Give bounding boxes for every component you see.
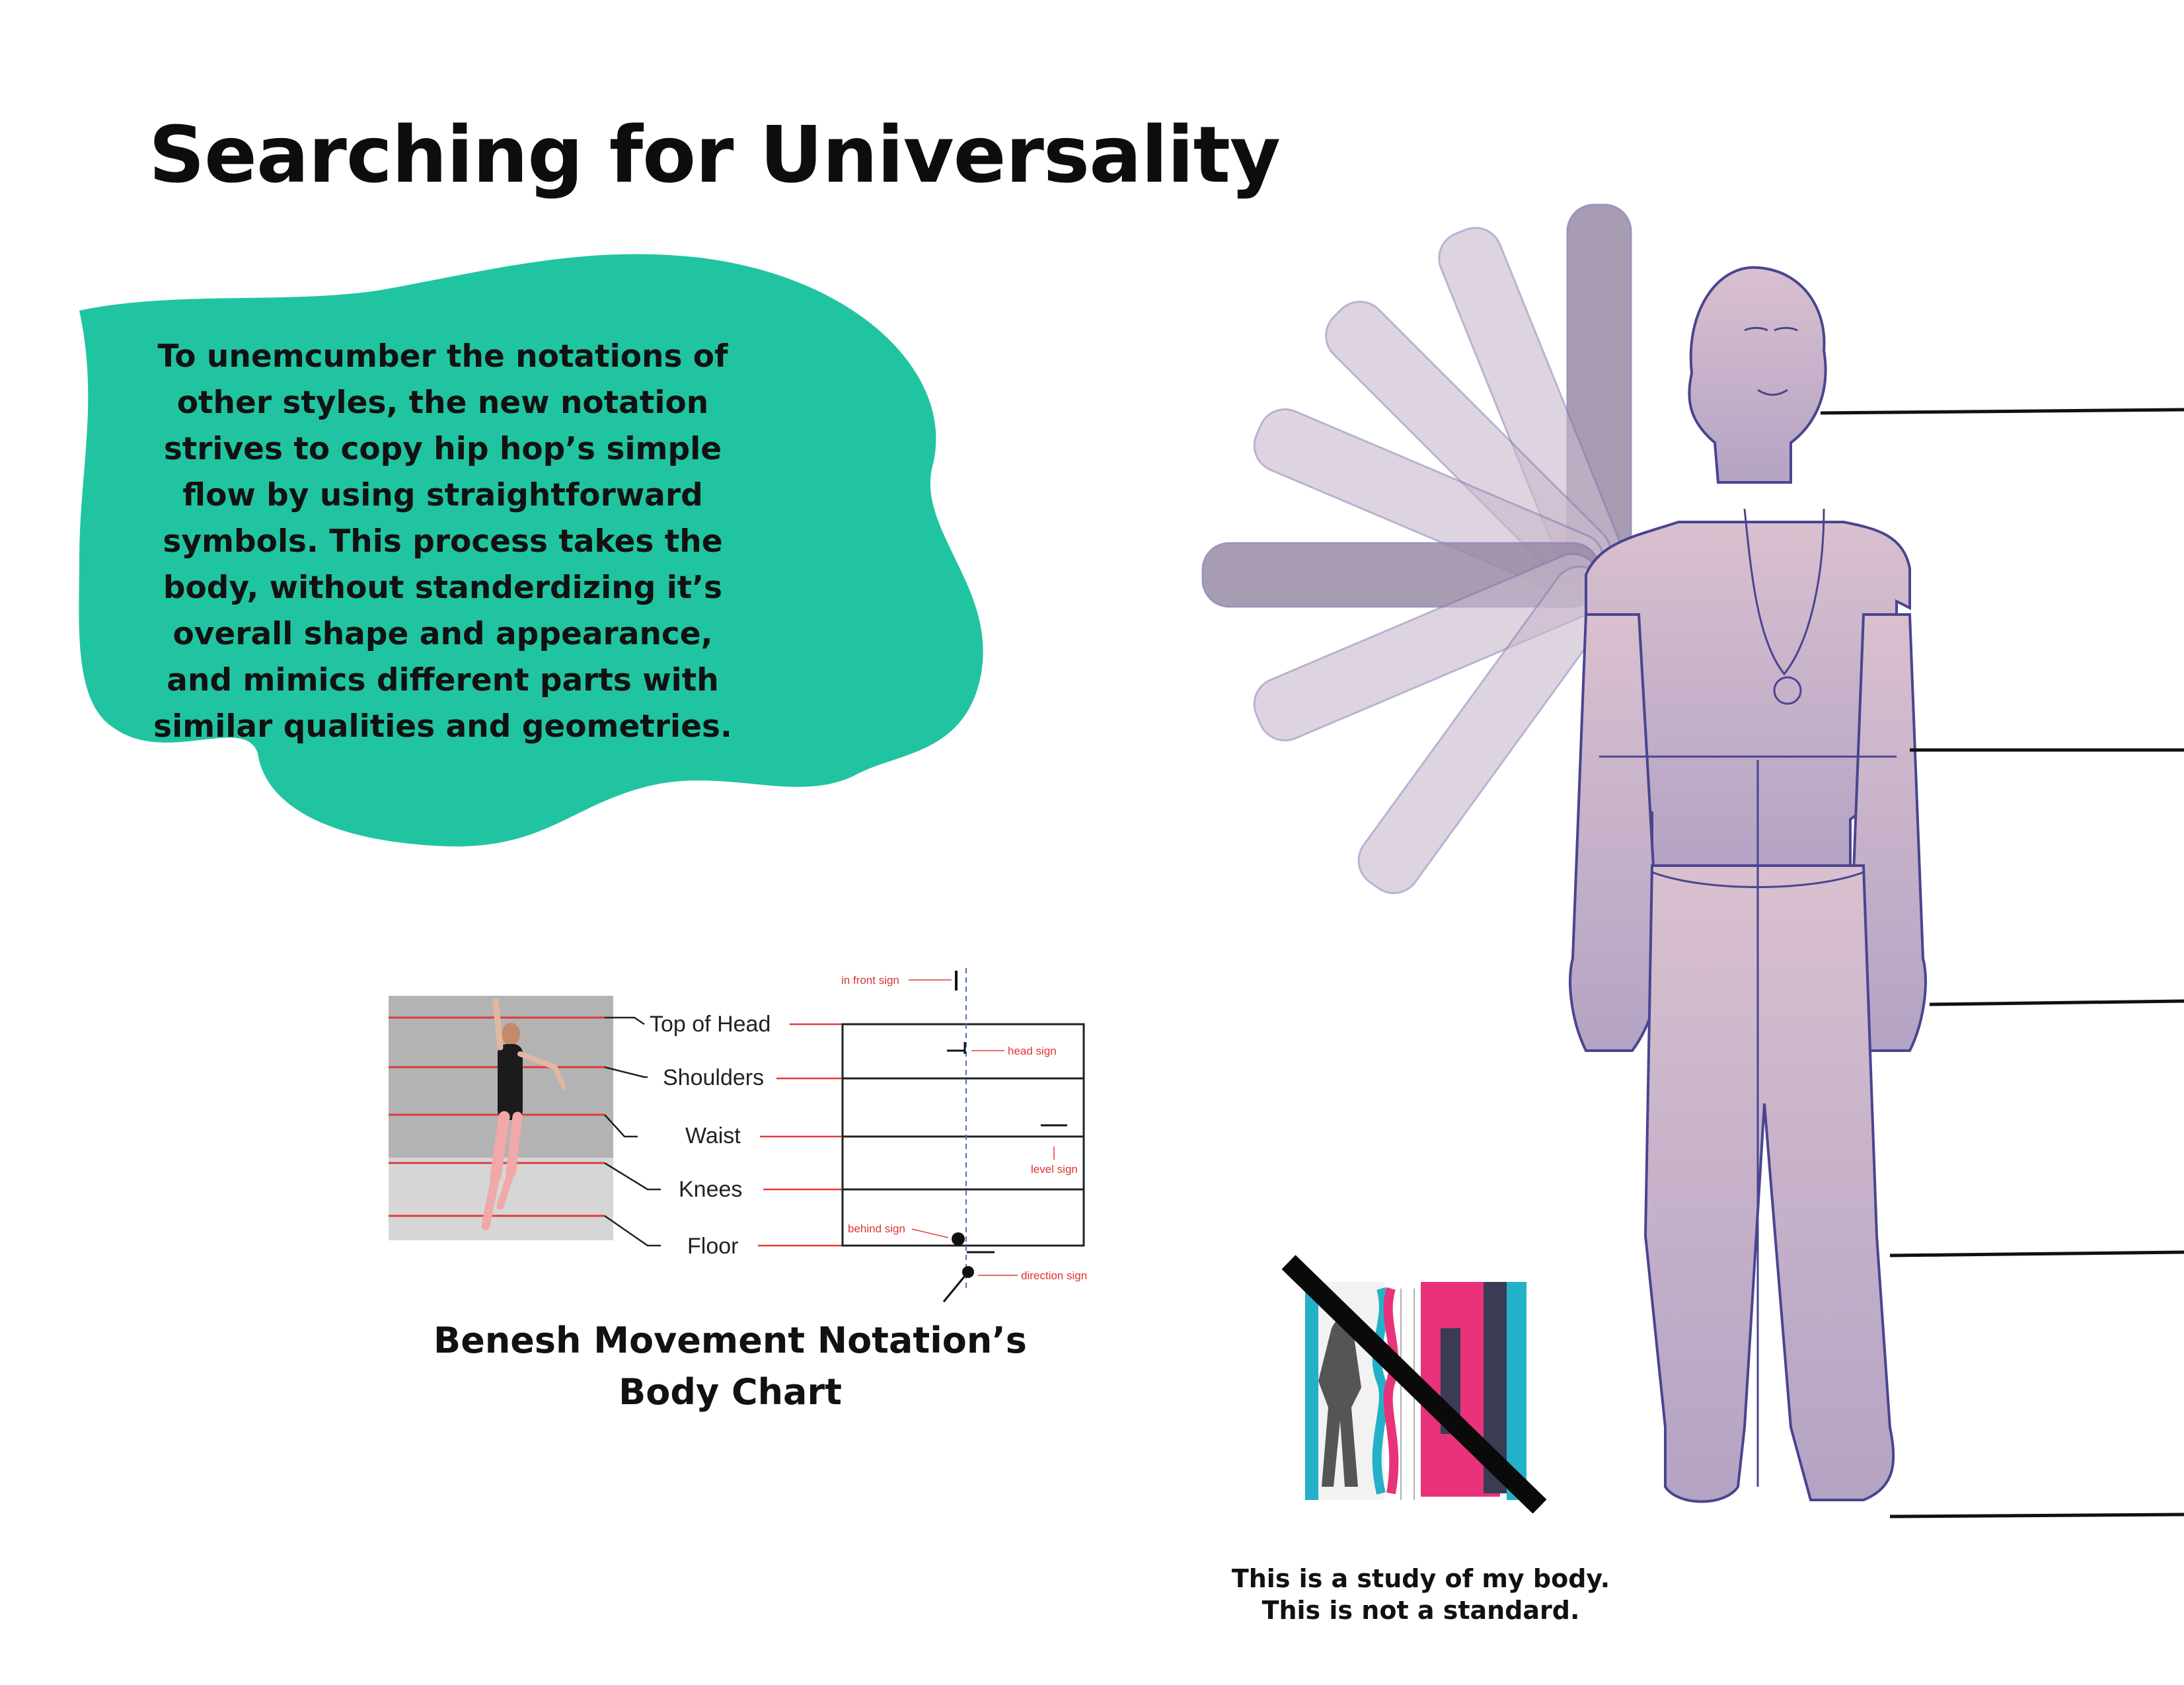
benesh-stave xyxy=(843,1024,1084,1246)
direction-sign-label: direction sign xyxy=(1021,1269,1088,1282)
behind-sign-label: behind sign xyxy=(848,1222,905,1235)
benesh-label-shoulders: Shoulders xyxy=(663,1065,765,1090)
benesh-label-waist: Waist xyxy=(685,1123,741,1148)
benesh-label-knees: Knees xyxy=(679,1177,743,1202)
behind-sign xyxy=(952,1232,965,1246)
benesh-label-floor: Floor xyxy=(687,1234,739,1259)
benesh-caption-line1: Benesh Movement Notation’s xyxy=(433,1320,1027,1361)
study-caption-line1: This is a study of my body. xyxy=(1231,1564,1610,1593)
body-study-figure xyxy=(1176,112,2184,1566)
benesh-label-top-of-head: Top of Head xyxy=(650,1012,771,1037)
level-sign-label: level sign xyxy=(1031,1163,1078,1176)
page-title: Searching for Universality xyxy=(149,109,1280,200)
benesh-caption xyxy=(396,1315,1064,1418)
arm-rotation-ghosts xyxy=(1203,205,1631,903)
head-sign-label: head sign xyxy=(1008,1045,1057,1057)
in-front-sign-label: in front sign xyxy=(841,974,899,987)
study-caption xyxy=(1163,1563,1678,1626)
benesh-body-chart xyxy=(387,961,1113,1305)
benesh-caption-line2: Body Chart xyxy=(619,1371,842,1413)
study-caption-line2: This is not a standard. xyxy=(1261,1596,1580,1625)
intro-text: To unemcumber the notations of other styles, the new notation strives to copy hip hop’s simple flow by using straightforward symbols. This process takes the body, without standerdizing it’s overall shape and appearance, and mimics different parts with similar qualities and geometries. xyxy=(153,338,732,745)
